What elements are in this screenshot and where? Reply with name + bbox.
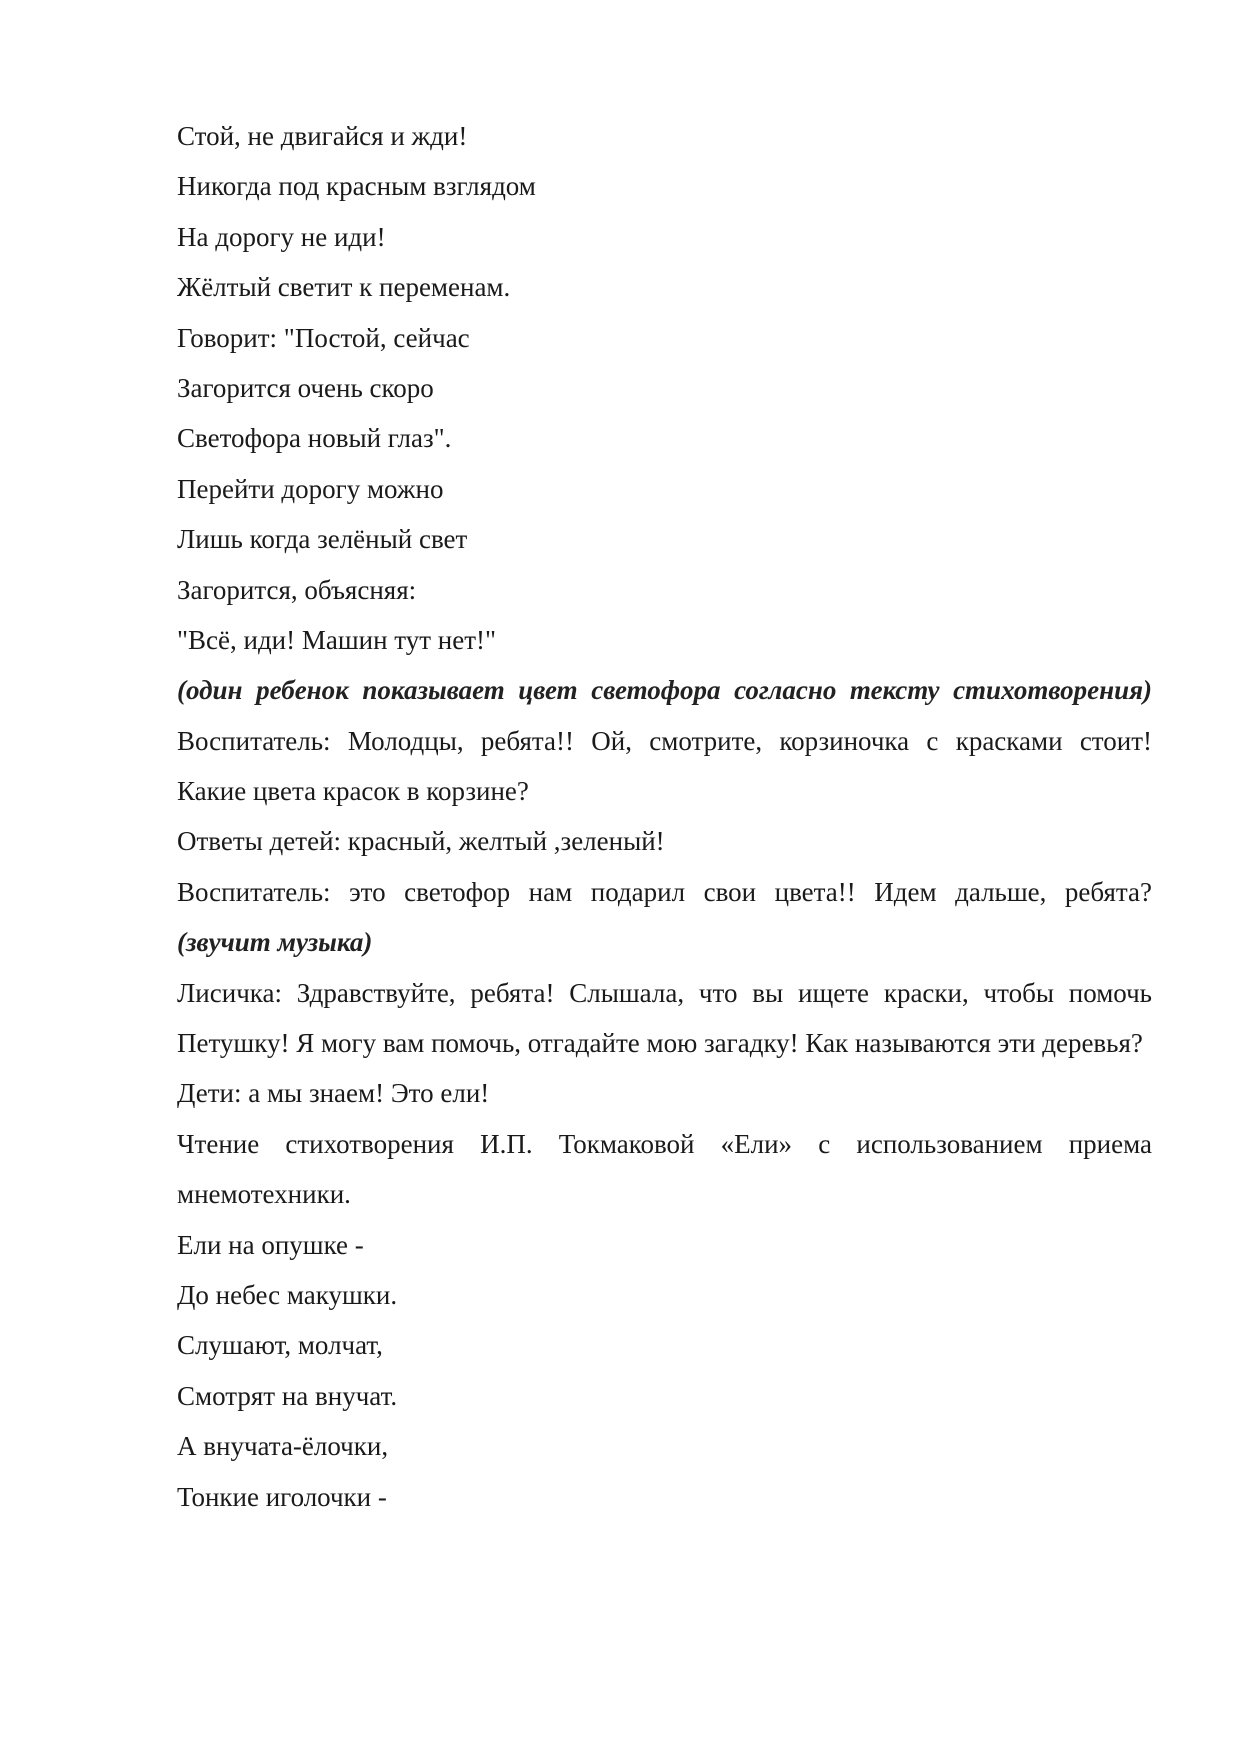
poem-line: Слушают, молчат, (177, 1330, 383, 1361)
poem-line: Жёлтый светит к переменам. (177, 272, 511, 303)
poem-line: Тонкие иголочки - (177, 1481, 387, 1512)
teacher-question: Какие цвета красок в корзине? (177, 776, 529, 807)
poem-line: "Всё, иди! Машин тут нет!" (177, 624, 497, 655)
stage-direction: (звучит музыка) (177, 927, 373, 958)
fox-paragraph: Лисичка: Здравствуйте, ребята! Слышала, что вы ищете краски, чтобы помочь Петушку! Я могу вам помочь, отгадайте мою загадку! Как называются эти деревья? (177, 977, 1152, 1059)
poem-line: Лишь когда зелёный свет (177, 524, 468, 555)
poem-line: Загорится, объясняя: (177, 574, 417, 605)
poem-line: Никогда под красным взглядом (177, 171, 536, 202)
children-line: Дети: а мы знаем! Это ели! (177, 1078, 490, 1109)
poem-line: Говорит: "Постой, сейчас (177, 322, 470, 353)
children-answer: Ответы детей: красный, желтый ,зеленый! (177, 826, 665, 857)
stage-direction: (один ребенок показывает цвет светофора согласно тексту стихотворения) (177, 675, 1152, 706)
poem-line: До небес макушки. (177, 1280, 398, 1311)
poem-line: Стой, не двигайся и жди! (177, 121, 468, 151)
poem-line: Перейти дорогу можно (177, 473, 444, 504)
poem-line: Смотрят на внучат. (177, 1380, 398, 1411)
poem-line: На дорогу не иди! (177, 221, 386, 252)
poem-line: А внучата-ёлочки, (177, 1431, 389, 1462)
document-body (177, 111, 1152, 1522)
poem-line: Загорится очень скоро (177, 372, 434, 403)
teacher-line: Воспитатель: Молодцы, ребята!! Ой, смотрите, корзиночка с красками стоит! (177, 725, 1152, 756)
reading-paragraph: Чтение стихотворения И.П. Токмаковой «Ели» с использованием приема мнемотехники. (177, 1128, 1152, 1210)
teacher-line: Воспитатель: это светофор нам подарил свои цвета!! Идем дальше, ребята? (177, 876, 1152, 907)
poem-line: Ели на опушке - (177, 1229, 364, 1260)
poem-line: Светофора новый глаз". (177, 423, 452, 454)
